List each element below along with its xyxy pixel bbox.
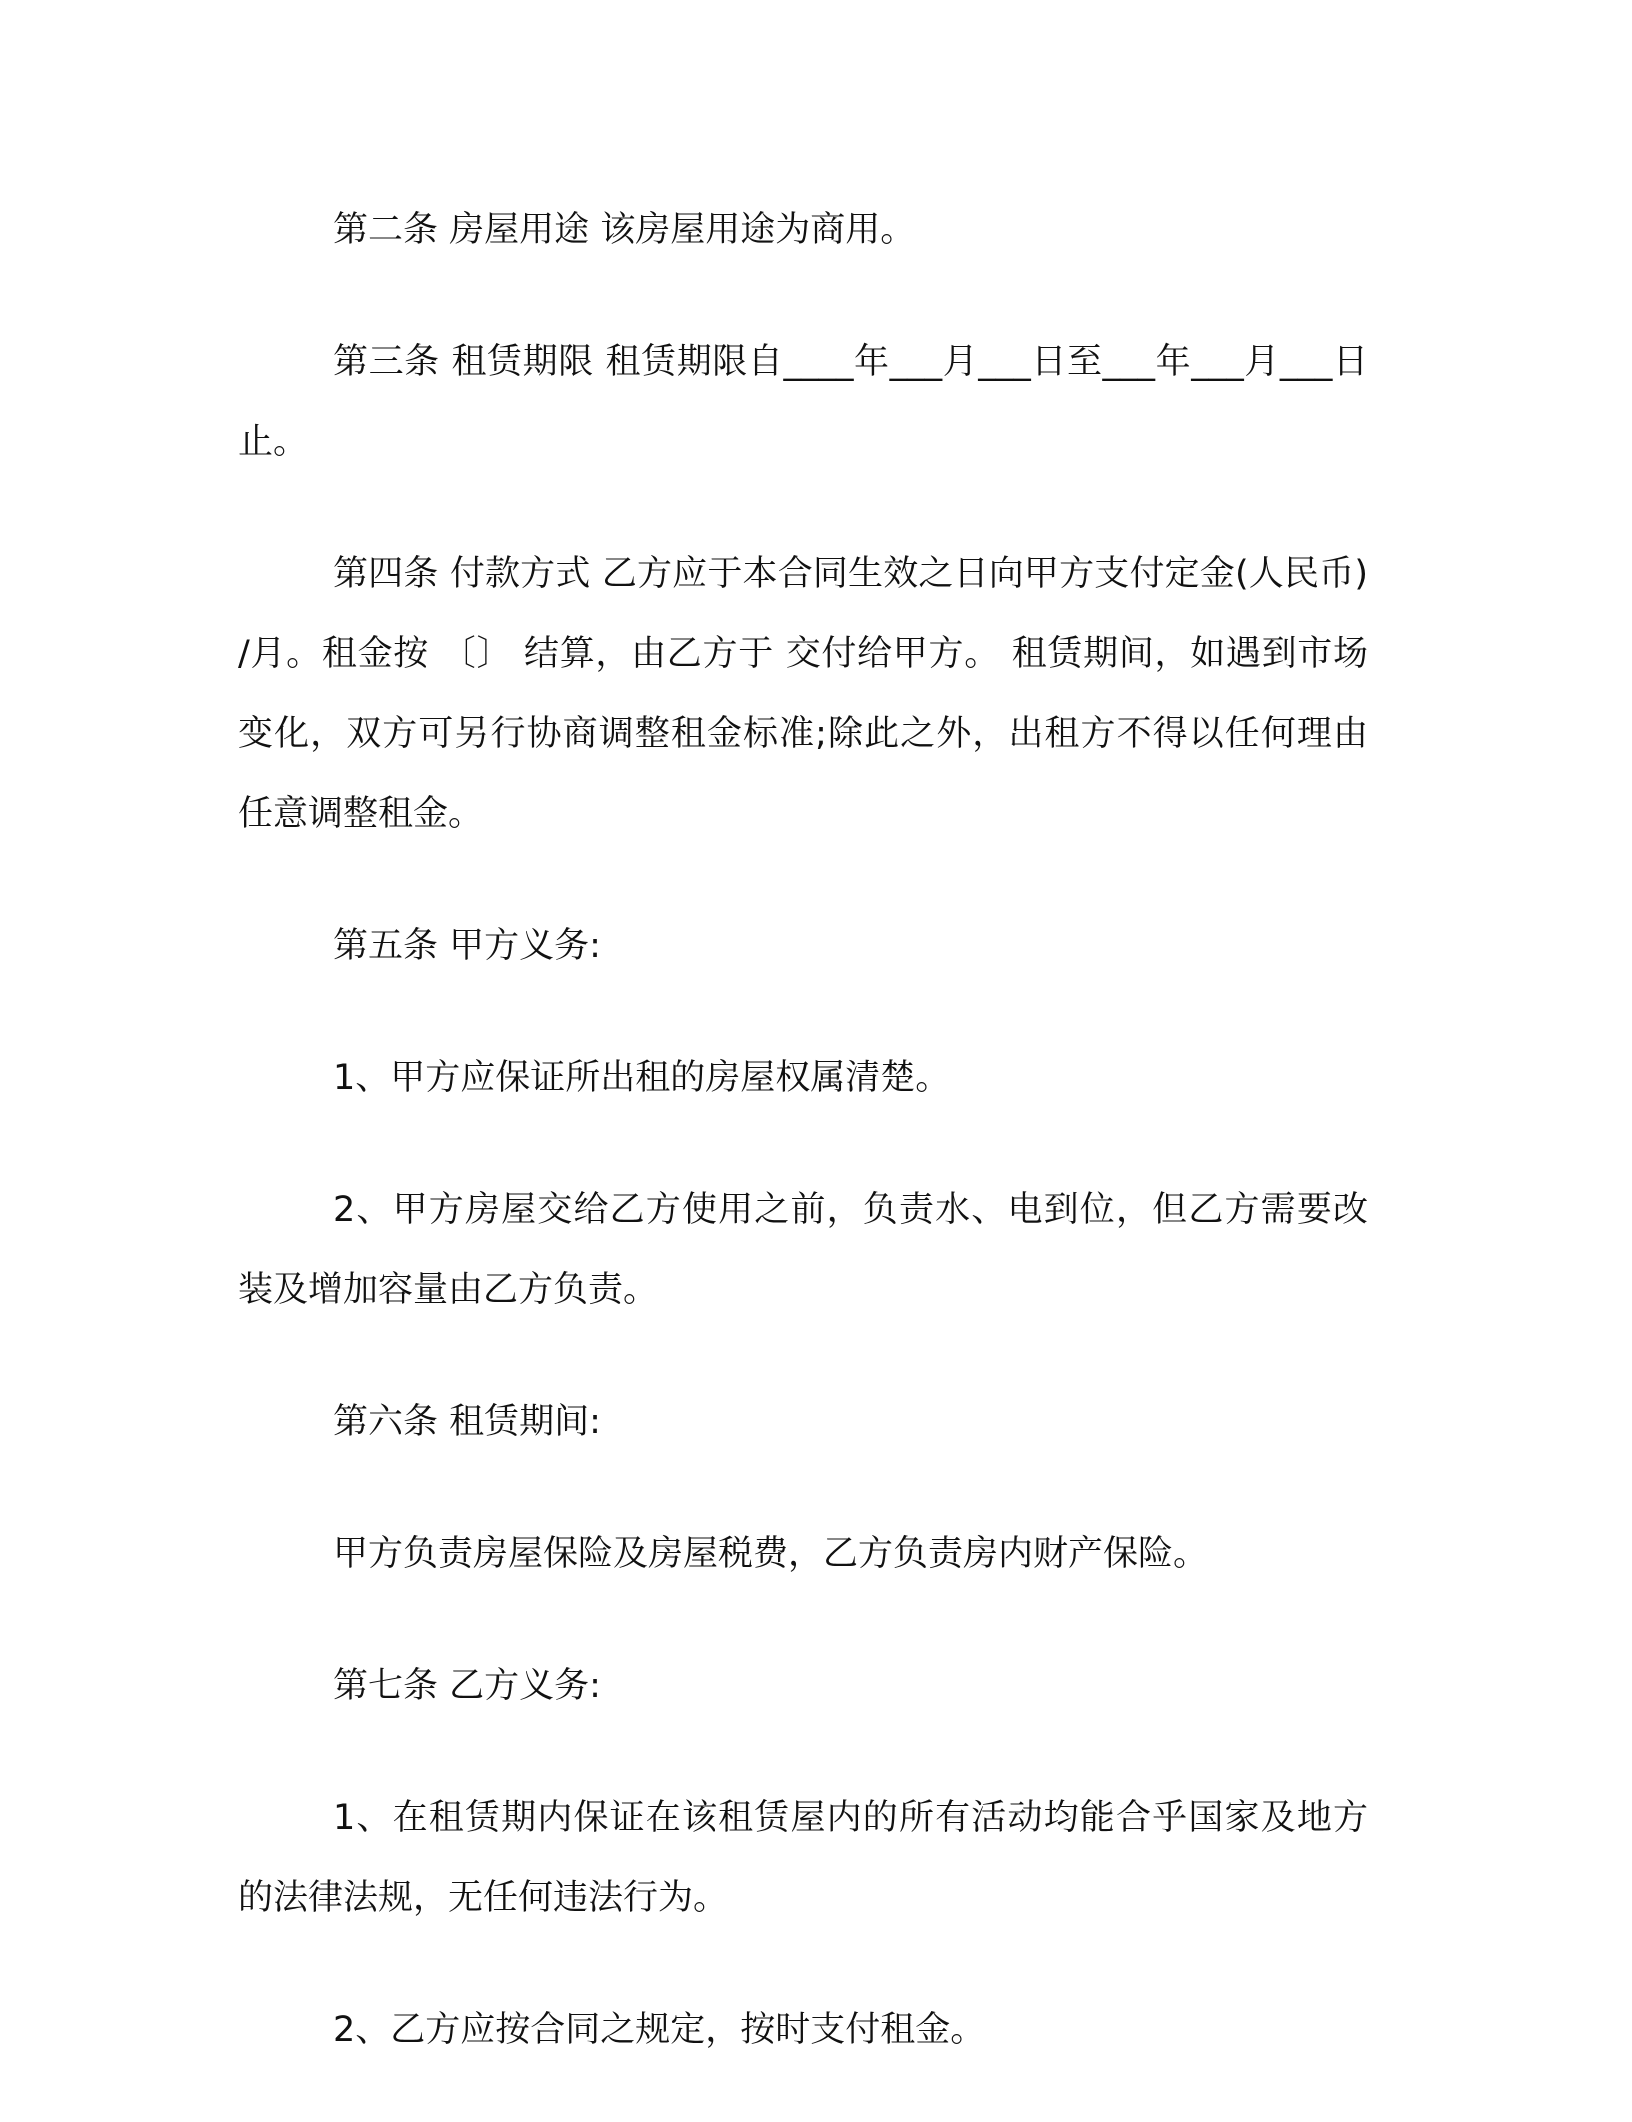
article-2-usage: 第二条 房屋用途 该房屋用途为商用。 xyxy=(333,210,916,250)
article-6-body: 甲方负责房屋保险及房屋税费，乙方负责房内财产保险。 xyxy=(333,1534,1209,1574)
article-7-item-2: 2、乙方应按合同之规定，按时支付租金。 xyxy=(333,2010,986,2050)
article-7-item-1: 1、在租赁期内保证在该租赁屋内的所有活动均能合乎国家及地方的法律法规，无任何违法行为。 xyxy=(238,1798,1368,1918)
article-5-heading: 第五条 甲方义务: xyxy=(333,926,601,966)
article-5-item-2: 2、甲方房屋交给乙方使用之前，负责水、电到位，但乙方需要改装及增加容量由乙方负责。 xyxy=(238,1190,1368,1310)
article-6-heading: 第六条 租赁期间: xyxy=(333,1402,601,1442)
article-5-item-1: 1、甲方应保证所出租的房屋权属清楚。 xyxy=(333,1058,951,1098)
article-4-payment: 第四条 付款方式 乙方应于本合同生效之日向甲方支付定金(人民币) /月。租金按 〔〕 结算，由乙方于 交付给甲方。 租赁期间，如遇到市场变化，双方可另行协商调整租金标准;除此之外，出租方不得以任何理由任意调整租金。 xyxy=(238,554,1368,834)
article-7-heading: 第七条 乙方义务: xyxy=(333,1666,601,1706)
document-body xyxy=(238,190,1368,2122)
article-3-lease-term: 第三条 租赁期限 租赁期限自____年___月___日至___年___月___日止。 xyxy=(238,342,1368,462)
